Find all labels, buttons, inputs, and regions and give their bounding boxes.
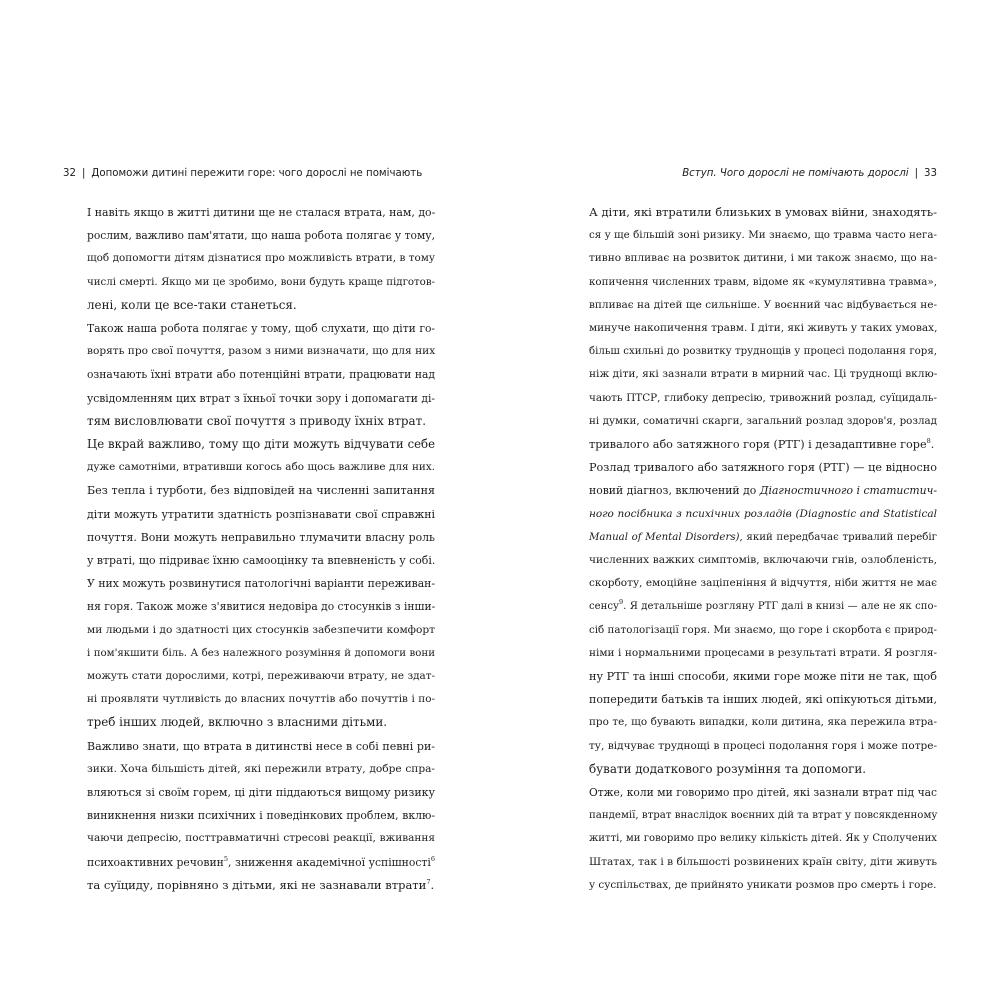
right-page (565, 166, 937, 897)
text-line: треб інших людей, включно з власними дітьми. (87, 715, 388, 730)
text-line: щоб допомогти дітям дізнатися про можливість втрати, в тому (87, 252, 435, 265)
text-line: можуть стати дорослими, котрі, переживаючи втрату, не здат- (87, 670, 435, 683)
end-punctuation: . (430, 877, 435, 892)
separator: | (914, 168, 919, 179)
left-running-head (63, 166, 435, 182)
text-line (63, 874, 435, 897)
text-line: У них можуть розвинутися патологічні варіанти переживан- (87, 577, 435, 591)
paragraph (565, 781, 937, 897)
text-line: А діти, які втратили близьких в умовах війни, знаходять- (589, 205, 937, 219)
paragraph (63, 433, 435, 735)
text-line: Отже, коли ми говоримо про дітей, які зазнали втрат під час (589, 786, 937, 800)
text-line: рослим, важливо пам'ятати, що наша робота полягає у тому, (87, 229, 435, 243)
text-line: означають їхні втрати або потенційні втрати, працювати над (87, 368, 435, 382)
paragraph (63, 317, 435, 433)
text-fragment: , який передбачає тривалий перебіг (739, 531, 937, 543)
paragraph (63, 201, 435, 317)
text-line: минуче накопичення травм. І діти, які живуть у таких умовах, (589, 322, 938, 335)
text-line: Без тепла і турботи, без відповідей на численні запитання (87, 484, 435, 498)
text-fragment: та суїциду, порівняно з дітьми, які не зазнавали втрати (87, 877, 427, 892)
footnote-ref-8: 8 (926, 437, 931, 446)
text-line: у втраті, що підриває їхню самооцінку та впевненість у собі. (87, 554, 436, 568)
text-line: ворять про свої почуття, разом з ними визначати, що для них (87, 345, 436, 358)
footnote-ref-6: 6 (430, 854, 435, 863)
text-line: Важливо знати, що втрата в дитинстві несе в собі певні ри- (87, 739, 435, 753)
text-line: почуття. Вони можуть неправильно тлумачити власну роль (87, 530, 435, 544)
text-line: числі смерті. Якщо ми це зробимо, вони будуть краще підготов- (87, 276, 435, 288)
text-line: бувати додаткового розуміння та допомоги. (589, 761, 867, 776)
text-line: копичення численних травм, відоме як «кумулятивна травма», (589, 275, 937, 288)
text-line: тям висловлювати свої почуття з приводу їхніх втрат. (87, 413, 426, 428)
text-line (565, 433, 937, 456)
footnote-ref-7: 7 (426, 877, 431, 886)
text-line (565, 479, 937, 502)
text-line: лені, коли це все-таки станеться. (87, 297, 297, 312)
text-line: німи і нормальними процесами в результаті втрати. Я розгля- (589, 646, 937, 659)
book-title-italic: ного посібника з психічних розладів (Diagnostic and Statistical (589, 507, 937, 520)
book-title-italic: Manual of Mental Disorders) (589, 531, 740, 543)
left-page (63, 166, 435, 897)
text-line: пандемії, втрат внаслідок воєнних дій та втрат у повсякденному (589, 810, 938, 822)
end-punctuation: . (930, 438, 935, 452)
text-line: чають ПТСР, глибоку депресію, тривожний розлад, суїцидаль- (589, 391, 937, 404)
right-body-text (565, 201, 937, 897)
text-fragment: новий діагноз, включений до (589, 484, 760, 498)
text-line: ми людьми і до здатності цих стосунків забезпечити комфорт (87, 623, 435, 636)
text-line: ні думки, соматичні скарги, загальний розлад здоров'я, розлад (589, 414, 937, 427)
text-fragment: сенсу (589, 601, 619, 613)
text-fragment: психоактивних речовин (87, 855, 224, 869)
text-line: ня горя. Також може з'явитися недовіра до стосунків з інши- (87, 600, 436, 614)
text-line: І навіть якщо в житті дитини ще не сталася втрата, нам, до- (87, 206, 436, 219)
page-number: 33 (924, 168, 937, 179)
text-line: Також наша робота полягає у тому, щоб слухати, що діти го- (87, 322, 435, 336)
text-line: і пом'якшити біль. А без належного розуміння й допомоги вони (87, 647, 435, 659)
text-line: діти можуть утратити здатність розпізнавати свої справжні (87, 507, 435, 521)
text-fragment: . Я детальніше розгляну РТГ далі в книзі — але не як спо- (623, 601, 937, 613)
text-line (63, 851, 435, 874)
footnote-ref-9: 9 (618, 598, 624, 607)
book-title-italic: Діагностичного і статистич- (759, 484, 937, 498)
text-line: усвідомленням цих втрат з їхньої точки зору і допомагати ді- (87, 391, 435, 405)
paragraph (565, 456, 937, 781)
text-line: впливає на дітей ще сильніше. У воєнний час відбувається не- (589, 298, 937, 311)
text-line: сіб патологізації горя. Ми знаємо, що горе і скорбота є природ- (589, 623, 937, 636)
text-fragment: тривалого або затяжного горя (РТГ) і дезадаптивне горе (589, 438, 927, 452)
text-line: Штатах, так і в більшості розвинених країн світу, діти живуть (589, 855, 937, 868)
text-line: про те, що бувають випадки, коли дитина, яка пережила втра- (589, 716, 937, 729)
text-line: ся у ще більшій зоні ризику. Ми знаємо, що травма часто нега- (589, 229, 937, 242)
text-line: Це вкрай важливо, тому що діти можуть відчувати себе (87, 437, 435, 452)
text-line: чаючи депресію, посттравматичні стресові реакції, вживання (87, 832, 435, 845)
text-line: виникнення низки психічних і поведінкових проблем, вклю- (87, 809, 435, 823)
text-line: зики. Хоча більшість дітей, які пережили втрату, добре спра- (87, 762, 435, 775)
text-line (565, 526, 937, 549)
text-line (565, 595, 937, 618)
text-line: житті, ми говоримо про велику кількість дітей. Як у Сполучених (589, 833, 937, 845)
book-title: Допоможи дитині пережити горе: чого дорослі не помічають (91, 168, 423, 179)
footnote-ref-5: 5 (223, 854, 229, 863)
text-line: ніж діти, які зазнали втрати в мирний час. Ці труднощі вклю- (589, 368, 938, 381)
right-running-head (565, 166, 937, 182)
text-line: ну РТГ та інші способи, якими горе може піти не так, щоб (589, 670, 937, 684)
paragraph (565, 201, 937, 456)
text-line: більш схильні до розвитку труднощів у процесі подолання горя, (589, 346, 937, 358)
text-line: численних важких симптомів, включаючи гнів, озлобленість, (589, 554, 937, 567)
text-line: дуже самотніми, втративши когось або щось важливе для них. (87, 461, 435, 474)
text-line: вляються зі своїм горем, ці діти піддаються вищому ризику (87, 786, 435, 800)
text-line (565, 503, 937, 526)
left-body-text (63, 201, 435, 897)
paragraph (63, 735, 435, 897)
chapter-title: Вступ. Чого дорослі не помічають дорослі (682, 168, 909, 179)
text-line: попередити батьків та інших людей, які опікуються дітьми, (589, 693, 937, 707)
text-line: ні проявляти чутливість до власних почуттів або почуттів і по- (87, 693, 435, 706)
page-number: 32 (63, 168, 76, 179)
separator: | (81, 168, 86, 179)
text-line: у суспільствах, де прийнято уникати розмов про смерть і горе. (589, 878, 937, 891)
text-fragment: , зниження академічної успішності (228, 855, 431, 869)
text-line: Розлад тривалого або затяжного горя (РТГ) — це відносно (589, 461, 937, 475)
text-line: скорботу, емоційне заціпеніння й відчуття, ніби життя не має (589, 577, 937, 590)
text-line: тивно впливає на розвиток дитини, і ми також знаємо, що на- (589, 252, 937, 265)
text-line: ту, відчуває труднощі в процесі подолання горя і може потре- (589, 739, 937, 752)
